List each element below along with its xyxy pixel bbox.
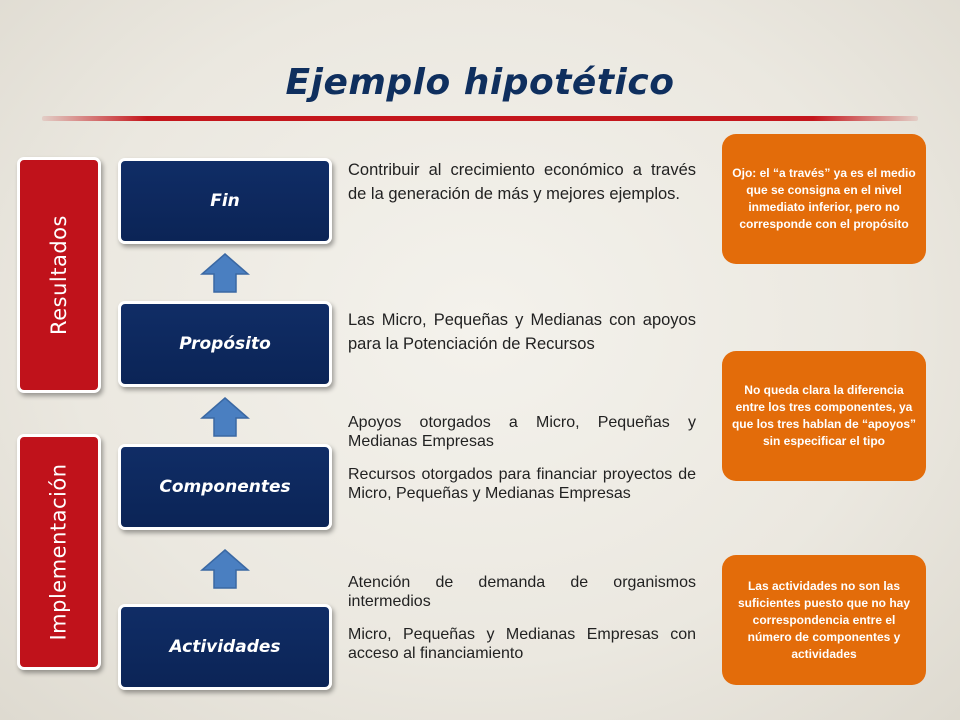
up-arrow-icon xyxy=(200,252,250,294)
desc-proposito: Las Micro, Pequeñas y Medianas con apoyos para la Potenciación de Recursos xyxy=(348,311,696,353)
level-actividades: Actividades xyxy=(118,604,332,690)
note-fin: Ojo: el “a través” ya es el medio que se consigna en el nivel inmediato inferior, pero no corresponde con el propósito xyxy=(722,134,926,264)
desc-fin: Contribuir al crecimiento económico a través de la generación de más y mejores ejemplos. xyxy=(348,161,696,203)
desc-componente-1: Apoyos otorgados a Micro, Pequeñas y Medianas Empresas xyxy=(348,414,696,450)
title-underline xyxy=(42,116,918,121)
group-resultados-label: Resultados xyxy=(47,215,71,335)
desc-actividad-2: Micro, Pequeñas y Medianas Empresas con acceso al financiamiento xyxy=(348,626,696,662)
up-arrow-icon xyxy=(200,396,250,438)
up-arrow-icon xyxy=(200,548,250,590)
group-implementacion xyxy=(17,434,101,670)
desc-actividad-1: Atención de demanda de organismos intermedios xyxy=(348,574,696,610)
group-implementacion-label: Implementación xyxy=(47,463,71,641)
level-fin: Fin xyxy=(118,158,332,244)
note-componentes: No queda clara la diferencia entre los tres componentes, ya que los tres hablan de “apoyos” sin especificar el tipo xyxy=(722,351,926,481)
level-componentes: Componentes xyxy=(118,444,332,530)
group-resultados xyxy=(17,157,101,393)
desc-componente-2: Recursos otorgados para financiar proyectos de Micro, Pequeñas y Medianas Empresas xyxy=(348,466,696,502)
level-proposito: Propósito xyxy=(118,301,332,387)
page-title: Ejemplo hipotético xyxy=(285,62,675,103)
note-actividades: Las actividades no son las suficientes puesto que no hay correspondencia entre el número de componentes y actividades xyxy=(722,555,926,685)
